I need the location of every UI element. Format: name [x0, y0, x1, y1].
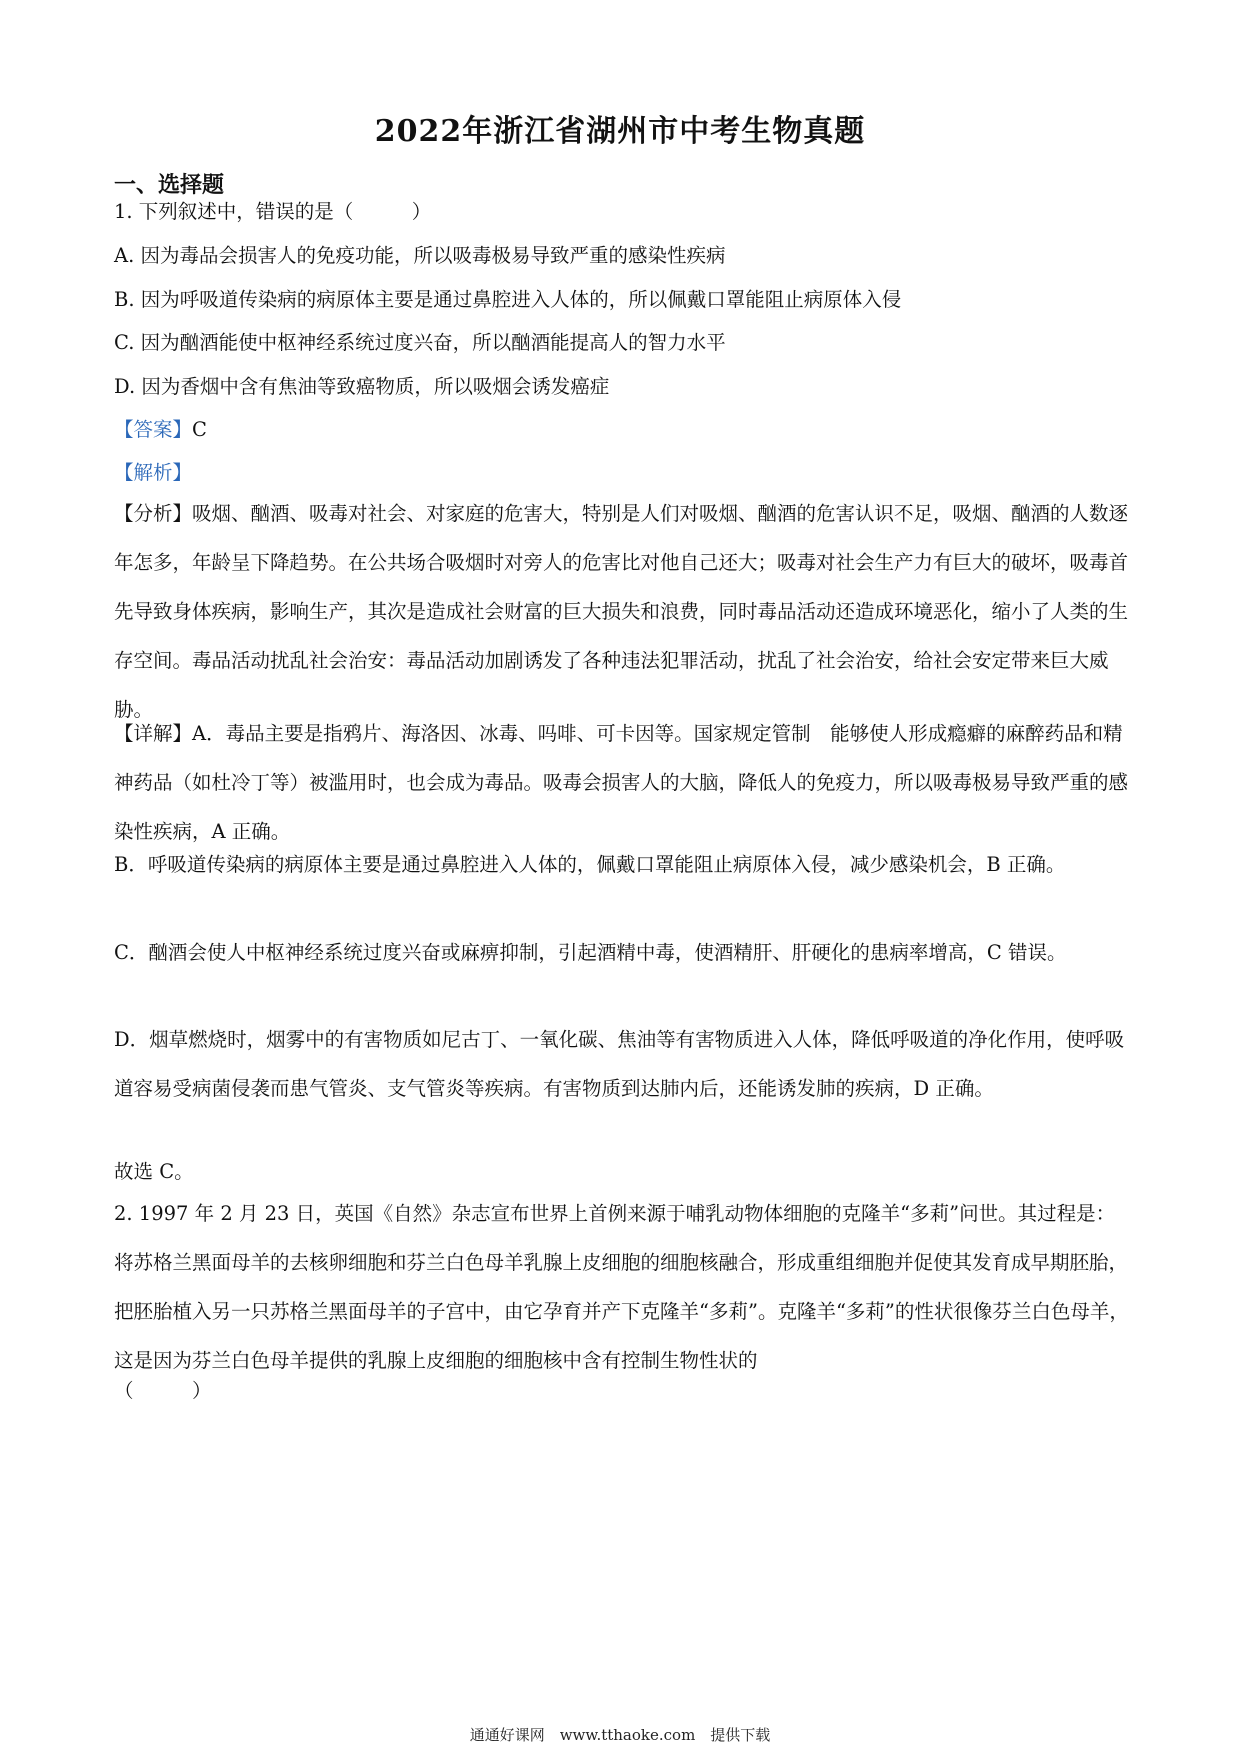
- question-1-option-a: A. 因为毒品会损害人的免疫功能，所以吸毒极易导致严重的感染性疾病: [114, 244, 726, 267]
- answer-tag: 【答案】: [114, 418, 193, 441]
- question-1-xiangjie-d: D．烟草燃烧时，烟雾中的有害物质如尼古丁、一氧化碳、焦油等有害物质进入人体，降低呼吸道的净化作用，使呼吸道容易受病菌侵袭而患气管炎、支气管炎等疾病。有害物质到达肺内后，还能诱发肺的疾病，D 正确。: [114, 1028, 1125, 1100]
- question-1-answer: [114, 414, 207, 442]
- page-footer: 通通好课网 www.tthaoke.com 提供下载: [469, 1726, 771, 1744]
- fenxi-tag: 【分析】: [114, 502, 193, 525]
- page-title: 2022年浙江省湖州市中考生物真题: [374, 114, 866, 149]
- question-1-analysis-tag: [114, 457, 192, 485]
- question-2-blank: （ ）: [114, 1379, 212, 1402]
- question-1-stem: 1. 下列叙述中，错误的是（ ）: [114, 200, 432, 223]
- analysis-tag: 【解析】: [114, 461, 193, 484]
- question-1-xiangjie-a: [114, 709, 1130, 856]
- question-1-conclusion: 故选 C。: [114, 1160, 194, 1183]
- fenxi-text: 吸烟、酗酒、吸毒对社会、对家庭的危害大，特别是人们对吸烟、酗酒的危害认识不足，吸烟、酗酒的人数逐年怎多，年龄呈下降趋势。在公共场合吸烟时对旁人的危害比对他自己还大；吸毒对社会生产力有巨大的破坏，吸毒首先导致身体疾病，影响生产，其次是造成社会财富的巨大损失和浪费，同时毒品活动还造成环境恶化，缩小了人类的生存空间。毒品活动扰乱社会治安：毒品活动加剧诱发了各种违法犯罪活动，扰乱了社会治安，给社会安定带来巨大威胁。: [114, 502, 1129, 721]
- xiangjie-a-text: A．毒品主要是指鸦片、海洛因、冰毒、吗啡、可卡因等。国家规定管制 能够使人形成瘾癖的麻醉药品和精神药品（如杜冷丁等）被滥用时，也会成为毒品。吸毒会损害人的大脑，降低人的免疫力，所以吸毒极易导致严重的感染性疾病，A 正确。: [114, 722, 1129, 843]
- question-1-option-d: D. 因为香烟中含有焦油等致癌物质，所以吸烟会诱发癌症: [114, 375, 610, 398]
- xiangjie-tag: 【详解】: [114, 722, 193, 745]
- question-1-xiangjie-c: C．酗酒会使人中枢神经系统过度兴奋或麻痹抑制，引起酒精中毒，使酒精肝、肝硬化的患病率增高，C 错误。: [114, 941, 1067, 964]
- question-2-stem: 2. 1997 年 2 月 23 日，英国《自然》杂志宣布世界上首例来源于哺乳动物体细胞的克隆羊“多莉”问世。其过程是：将苏格兰黑面母羊的去核卵细胞和芬兰白色母羊乳腺上皮细胞的细胞核融合，形成重组细胞并促使其发育成早期胚胎，把胚胎植入另一只苏格兰黑面母羊的子宫中，由它孕育并产下克隆羊“多莉”。克隆羊“多莉”的性状很像芬兰白色母羊，这是因为芬兰白色母羊提供的乳腺上皮细胞的细胞核中含有控制生物性状的: [114, 1202, 1129, 1372]
- question-1-xiangjie-b: B．呼吸道传染病的病原体主要是通过鼻腔进入人体的，佩戴口罩能阻止病原体入侵，减少感染机会，B 正确。: [114, 853, 1066, 876]
- question-1-option-c: C. 因为酗酒能使中枢神经系统过度兴奋，所以酗酒能提高人的智力水平: [114, 331, 726, 354]
- question-1-option-b: B. 因为呼吸道传染病的病原体主要是通过鼻腔进入人体的，所以佩戴口罩能阻止病原体入侵: [114, 288, 902, 311]
- answer-value: C: [192, 418, 207, 441]
- question-1-fenxi: [114, 489, 1130, 734]
- section-heading: 一、选择题: [114, 172, 225, 198]
